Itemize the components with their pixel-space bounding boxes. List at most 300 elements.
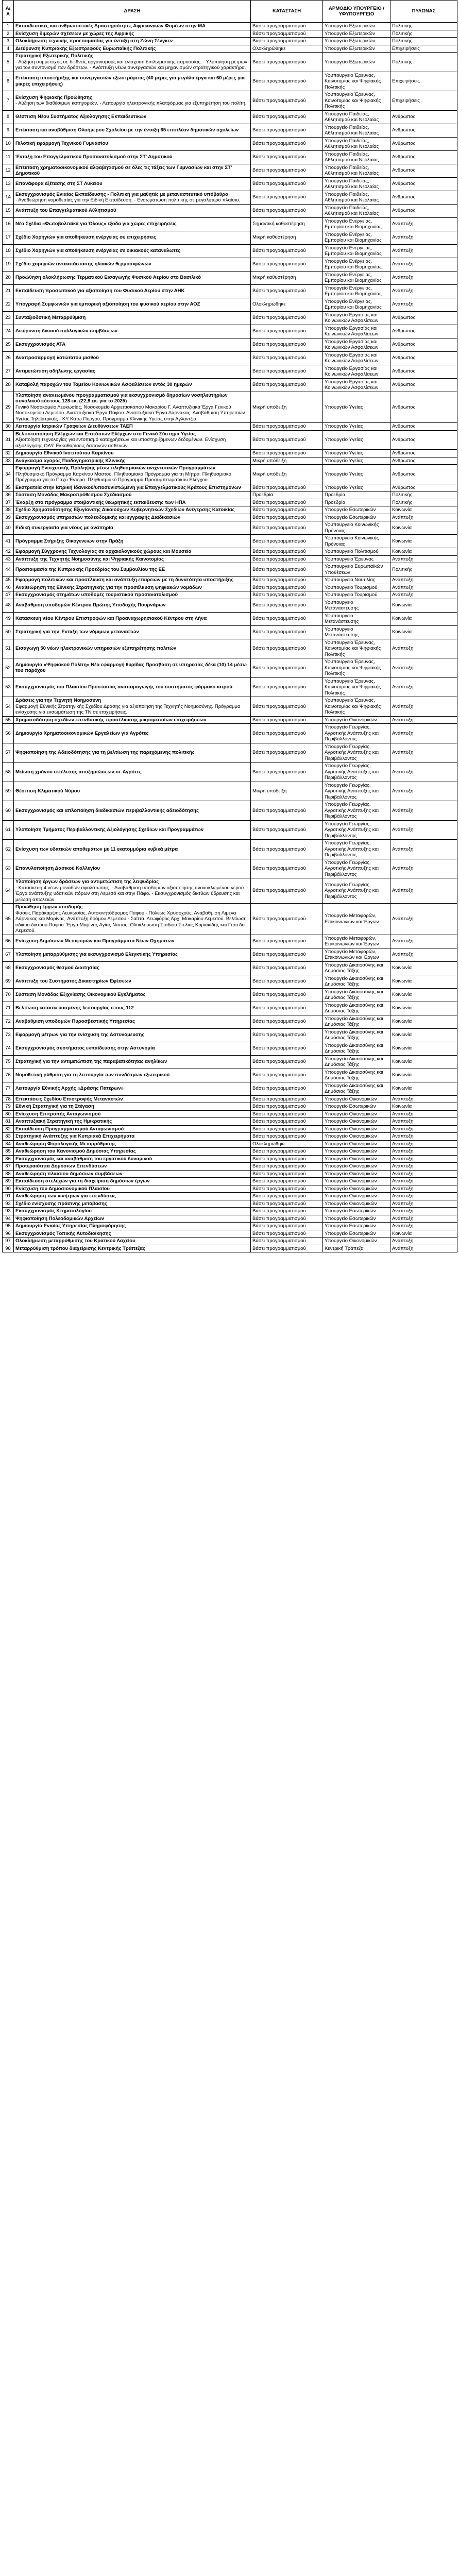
table-row bbox=[3, 801, 457, 821]
row-status-text: Βάσει προγραμματισμού bbox=[252, 629, 306, 635]
row-ministry-text: Υπουργείο Εξωτερικών bbox=[325, 38, 375, 44]
row-status-text: Μικρή υπόδειξη bbox=[252, 788, 287, 794]
row-action-text: Εκπαίδευση προσωπικού για αξιοποίηση του Φυσικού Αερίου στην ΑΗΚ bbox=[15, 288, 185, 294]
row-action-text: Υλοποίηση ανανεωμένου προγραμματισμού για εκσυγχρονισμό δημοσίων νοσηλευτηρίων συνολικού κόστους 128 εκ. (22,9 εκ. για το 2025) bbox=[15, 392, 228, 404]
table-row bbox=[3, 177, 457, 191]
row-status bbox=[251, 904, 323, 935]
table-row bbox=[3, 244, 457, 258]
row-number bbox=[3, 514, 14, 521]
row-number bbox=[3, 840, 14, 859]
row-pillar bbox=[390, 430, 457, 450]
row-number-text: 84 bbox=[5, 1141, 11, 1147]
row-status-text: Βάσει προγραμματισμού bbox=[252, 1223, 306, 1229]
row-action-text: Επέκταση και αναβάθμιση Ολοήμερου Σχολείου με την ένταξη 65 επιπλέον δημοτικών σχολείων bbox=[15, 127, 239, 133]
row-ministry bbox=[323, 1170, 390, 1178]
row-status bbox=[251, 30, 323, 38]
row-pillar bbox=[390, 555, 457, 563]
row-ministry-text: Υφυπουργείο Έρευνας, Καινοτομίας και Ψηφιακής Πολιτικής bbox=[325, 92, 381, 109]
row-ministry bbox=[323, 535, 390, 548]
row-action-text: Μείωση χρόνου εκτέλεσης αποζημιώσεων σε Αγρότες bbox=[15, 769, 142, 775]
row-pillar bbox=[390, 1095, 457, 1103]
row-status-text: Βάσει προγραμματισμού bbox=[252, 114, 306, 120]
row-number bbox=[3, 1095, 14, 1103]
row-number-text: 46 bbox=[5, 584, 11, 590]
row-action bbox=[14, 577, 251, 584]
row-ministry-text: Υπουργείο Γεωργίας, Αγροτικής Ανάπτυξης και Περιβάλλοντος bbox=[325, 743, 379, 761]
row-status-text: Βάσει προγραμματισμού bbox=[252, 1126, 306, 1132]
row-pillar bbox=[390, 423, 457, 431]
row-ministry-text: Υπουργείο Παιδείας, Αθλητισμού και Νεολαίας bbox=[325, 138, 379, 149]
row-ministry-text: Υπουργείο Δικαιοσύνης και Δημόσιας Τάξης bbox=[325, 1029, 383, 1041]
row-status bbox=[251, 1193, 323, 1200]
row-status bbox=[251, 430, 323, 450]
row-pillar bbox=[390, 658, 457, 678]
row-status-text: Βάσει προγραμματισμού bbox=[252, 965, 306, 971]
row-ministry-text: Υπουργείο Ενέργειας, Εμπορίου και Βιομηχανίας bbox=[325, 298, 382, 310]
row-pillar-text: Ανάπτυξη bbox=[392, 1163, 414, 1169]
row-number bbox=[3, 110, 14, 124]
row-ministry-text: Υπουργείο Γεωργίας, Αγροτικής Ανάπτυξης και Περιβάλλοντος bbox=[325, 840, 379, 858]
table-row bbox=[3, 591, 457, 599]
row-action bbox=[14, 1200, 251, 1208]
row-status-text: Βάσει προγραμματισμού bbox=[252, 1111, 306, 1117]
row-action bbox=[14, 38, 251, 45]
row-number-text: 7 bbox=[6, 97, 10, 104]
row-action-text: Δημιουργία «Ψηφιακού Πολίτη» Νέα εφαρμογή θυρίδας Προσβαση σε υπηρεσίες δέκα (10) 14 μέσω του παρόχου bbox=[15, 662, 247, 674]
row-number-text: 51 bbox=[5, 646, 11, 651]
row-status-text: Βάσει προγραμματισμού bbox=[252, 1086, 306, 1092]
row-number bbox=[3, 1133, 14, 1141]
row-action bbox=[14, 450, 251, 457]
row-pillar-text: Ανάπτυξη bbox=[392, 1215, 414, 1222]
row-action-text: Σχέδιο Χορηγιών για αποθήκευση ενέργειας σε επιχειρήσεις bbox=[15, 234, 157, 241]
row-number bbox=[3, 1148, 14, 1156]
row-ministry-text: Υφυπουργείο Πολιτισμού bbox=[325, 549, 379, 554]
row-action bbox=[14, 988, 251, 1002]
row-ministry bbox=[323, 724, 390, 743]
table-row bbox=[3, 697, 457, 717]
row-status bbox=[251, 612, 323, 625]
row-status-text: Βάσει προγραμματισμού bbox=[252, 978, 306, 985]
row-number-text: 37 bbox=[5, 499, 11, 505]
table-row bbox=[3, 492, 457, 499]
table-row bbox=[3, 762, 457, 782]
table-row bbox=[3, 612, 457, 625]
row-action-text: Ενίσχυση Δημόσιων Μεταφορών και Προγράμματα Νέων Οχημάτων bbox=[15, 938, 175, 944]
row-status-text: Βάσει προγραμματισμού bbox=[252, 514, 306, 520]
row-ministry bbox=[323, 1002, 390, 1015]
table-row bbox=[3, 298, 457, 311]
table-row bbox=[3, 91, 457, 111]
table-row bbox=[3, 430, 457, 450]
row-number bbox=[3, 1125, 14, 1133]
row-action-text: Ανάπτυξη της Τεχνητής Νοημοσύνης και Ψηφιακής Καινοτομίας bbox=[15, 556, 164, 562]
header-pillar: ΠΥΛΩΝΑΣ bbox=[390, 1, 457, 23]
row-ministry bbox=[323, 365, 390, 378]
row-action-text: Εφαρμογή Ενισχυτικής Πρόληψης μέσω πληθυσμιακών ανιχνευτικών Προγραμμάτων bbox=[15, 465, 215, 471]
row-status bbox=[251, 584, 323, 591]
table-row bbox=[3, 1095, 457, 1103]
row-status bbox=[251, 658, 323, 678]
row-number-text: 96 bbox=[5, 1230, 11, 1236]
row-pillar bbox=[390, 465, 457, 484]
row-number-text: 32 bbox=[5, 450, 11, 456]
row-pillar-text: Ανάπτυξη bbox=[392, 952, 414, 958]
table-row bbox=[3, 110, 457, 124]
row-action bbox=[14, 378, 251, 392]
row-pillar bbox=[390, 23, 457, 30]
row-ministry bbox=[323, 284, 390, 298]
row-pillar-text: Ανάπτυξη bbox=[392, 846, 414, 852]
row-action-text: Ολοκλήρωση τεχνικής προετοιμασίας για ένταξη στη Ζώνη Σένγκεν bbox=[15, 38, 173, 44]
row-ministry-text: Υφυπουργείο Έρευνας bbox=[325, 556, 374, 562]
row-number-text: 82 bbox=[5, 1126, 11, 1132]
table-row bbox=[3, 30, 457, 38]
row-pillar bbox=[390, 521, 457, 535]
row-action-text: Εφαρμογή μέτρων για την ενίσχυση της Αστυνόμευσης bbox=[15, 1032, 145, 1038]
table-row bbox=[3, 38, 457, 45]
row-status-text: Βάσει προγραμματισμού bbox=[252, 194, 306, 200]
row-number-text: 54 bbox=[5, 703, 11, 709]
row-ministry bbox=[323, 658, 390, 678]
table-row bbox=[3, 584, 457, 591]
row-number-text: 56 bbox=[5, 730, 11, 736]
row-action bbox=[14, 430, 251, 450]
row-number bbox=[3, 1200, 14, 1208]
row-pillar-text: Ανάπτυξη bbox=[392, 916, 414, 922]
row-ministry-text: Υφυπουργείο Ναυτιλίας bbox=[325, 577, 376, 583]
row-ministry bbox=[323, 584, 390, 591]
row-status bbox=[251, 625, 323, 639]
row-number bbox=[3, 392, 14, 423]
row-status bbox=[251, 762, 323, 782]
table-row bbox=[3, 1002, 457, 1015]
row-action bbox=[14, 1245, 251, 1252]
row-ministry-text: Υπουργείο Οικονομικών bbox=[325, 1238, 377, 1244]
row-action bbox=[14, 177, 251, 191]
row-ministry bbox=[323, 231, 390, 244]
row-ministry-text: Υπουργείο Υγείας bbox=[325, 404, 363, 410]
row-action bbox=[14, 716, 251, 724]
row-ministry bbox=[323, 164, 390, 177]
table-row bbox=[3, 1185, 457, 1193]
row-pillar bbox=[390, 762, 457, 782]
row-action bbox=[14, 1230, 251, 1238]
row-pillar-text: Ανάπτυξη bbox=[392, 769, 414, 775]
row-number-text: 85 bbox=[5, 1148, 11, 1154]
row-status bbox=[251, 1185, 323, 1193]
row-ministry bbox=[323, 577, 390, 584]
table-row bbox=[3, 988, 457, 1002]
row-pillar-text: Ανάπτυξη bbox=[392, 827, 414, 833]
row-action-text: Κατασκευή νέου Κέντρου Επιστροφών και Προαναχωρησιακού Κέντρου στη Λήνα bbox=[15, 616, 207, 622]
row-number bbox=[3, 988, 14, 1002]
row-action bbox=[14, 1178, 251, 1185]
table-row bbox=[3, 904, 457, 935]
row-ministry bbox=[323, 150, 390, 164]
row-action bbox=[14, 45, 251, 53]
row-number-text: 67 bbox=[5, 952, 11, 958]
row-number bbox=[3, 548, 14, 556]
row-status bbox=[251, 1069, 323, 1082]
row-number-text: 21 bbox=[5, 288, 11, 294]
row-pillar bbox=[390, 351, 457, 365]
table-row bbox=[3, 743, 457, 762]
row-pillar-text: Κοινωνία bbox=[392, 1005, 412, 1011]
row-action bbox=[14, 1110, 251, 1118]
row-ministry-text: Υπουργείο Εσωτερικών bbox=[325, 514, 376, 520]
row-status-text: Βάσει προγραμματισμού bbox=[252, 730, 306, 736]
row-status bbox=[251, 38, 323, 45]
row-pillar-text: Ανθρωπος bbox=[392, 423, 416, 429]
row-action-text: Δημιουργία Εθνικού Ινστιτούτου Καρκίνου bbox=[15, 450, 114, 456]
row-ministry-text: Υπουργείο Εσωτερικών bbox=[325, 1215, 376, 1222]
row-action-text: Εκσυγχρονισμός Ενιαίας Εκπαίδευσης - Πολιτική για μαθητές με μεταναστευτικό υπόβαθρο bbox=[15, 191, 228, 197]
row-ministry bbox=[323, 563, 390, 577]
table-row bbox=[3, 724, 457, 743]
row-ministry-text: Υπουργείο Οικονομικών bbox=[325, 1118, 377, 1124]
row-pillar bbox=[390, 584, 457, 591]
row-action-text: Πρόγραμμα Στήριξης Οικογενειών στην Πράξη bbox=[15, 538, 124, 544]
row-number-text: 29 bbox=[5, 404, 11, 410]
row-number bbox=[3, 975, 14, 988]
header-no: Α/Α bbox=[3, 1, 14, 23]
row-pillar bbox=[390, 378, 457, 392]
row-number bbox=[3, 325, 14, 338]
row-number bbox=[3, 244, 14, 258]
table-row bbox=[3, 1230, 457, 1238]
row-ministry bbox=[323, 948, 390, 961]
row-ministry-text: Υπουργείο Υγείας bbox=[325, 457, 363, 464]
row-action bbox=[14, 697, 251, 717]
table-row bbox=[3, 1103, 457, 1111]
row-ministry-text: Υπουργείο Εσωτερικών bbox=[325, 1223, 376, 1229]
row-number-text: 94 bbox=[5, 1215, 11, 1222]
row-status-text: Βάσει προγραμματισμού bbox=[252, 750, 306, 755]
row-status-text: Βάσει προγραμματισμού bbox=[252, 450, 306, 456]
row-number-text: 50 bbox=[5, 629, 11, 635]
row-status-text: Βάσει προγραμματισμού bbox=[252, 1200, 306, 1207]
row-pillar-text: Πολιτικής bbox=[392, 30, 413, 37]
row-ministry-text: Υφυπουργείο Έρευνας, Καινοτομίας και Ψηφιακής Πολιτικής bbox=[325, 639, 381, 657]
table-row bbox=[3, 378, 457, 392]
row-number bbox=[3, 506, 14, 514]
row-action bbox=[14, 231, 251, 244]
row-ministry bbox=[323, 716, 390, 724]
row-pillar-text: Πολιτικής bbox=[392, 492, 413, 498]
row-status-text: Βάσει προγραμματισμού bbox=[252, 1045, 306, 1052]
row-number bbox=[3, 1015, 14, 1028]
row-pillar-text: Ανθρωπος bbox=[392, 167, 416, 174]
row-action-text: Εκπαιδευτικές και ανθρωπιστικές Δραστηριότητες Αφρικανικών Φορέων στην ΜΑ bbox=[15, 23, 206, 29]
row-number-text: 77 bbox=[5, 1086, 11, 1092]
row-pillar bbox=[390, 1238, 457, 1245]
row-ministry bbox=[323, 762, 390, 782]
row-action-text: Επανάφορα εξέτασης στη ΣΤ Λυκείου bbox=[15, 181, 103, 187]
row-ministry bbox=[323, 72, 390, 91]
row-status-text: Βάσει προγραμματισμού bbox=[252, 1104, 306, 1109]
row-ministry bbox=[323, 30, 390, 38]
row-number-text: 44 bbox=[5, 566, 11, 572]
row-action bbox=[14, 284, 251, 298]
row-ministry bbox=[323, 430, 390, 450]
row-status-text: Βάσει προγραμματισμού bbox=[252, 684, 306, 690]
row-ministry-text: Υφυπουργείο Έρευνας, Καινοτομίας και Ψηφιακής Πολιτικής bbox=[325, 72, 381, 90]
row-ministry-text: Υπουργείο Γεωργίας, Αγροτικής Ανάπτυξης και Περιβάλλοντος bbox=[325, 782, 379, 800]
row-number bbox=[3, 1163, 14, 1171]
row-number bbox=[3, 1193, 14, 1200]
row-pillar bbox=[390, 72, 457, 91]
row-pillar-text: Ανάπτυξη bbox=[392, 261, 414, 267]
table-row bbox=[3, 465, 457, 484]
row-status bbox=[251, 1110, 323, 1118]
row-action-text: Νομοθετική ρύθμιση για τη λειτουργία των συνδέσμων εξωτερικού bbox=[15, 1072, 170, 1078]
row-action bbox=[14, 258, 251, 271]
row-pillar-text: Ανθρωπος bbox=[392, 194, 416, 200]
row-ministry bbox=[323, 1230, 390, 1238]
row-action bbox=[14, 338, 251, 351]
row-pillar-text: Ανθρωπος bbox=[392, 114, 416, 120]
row-pillar-text: Κοινωνία bbox=[392, 1230, 412, 1236]
row-ministry-text: Υφυπουργείο Ευρωπαϊκών Υποθέσεων bbox=[325, 564, 383, 575]
row-action-text: Αναθεώρηση Φορολογικής Μεταρρύθμισης bbox=[15, 1141, 116, 1147]
row-action bbox=[14, 1118, 251, 1126]
row-pillar bbox=[390, 1002, 457, 1015]
row-action-text: Ολοκλήρωση μεταρρύθμισης του Κρατικού Λαχείου bbox=[15, 1238, 135, 1244]
row-number bbox=[3, 177, 14, 191]
row-status-text: Ολοκληρώθηκε bbox=[252, 45, 286, 52]
row-pillar-text: Ανθρωπος bbox=[392, 181, 416, 187]
row-pillar bbox=[390, 53, 457, 72]
row-pillar-text: Επιχειρήσεις bbox=[392, 45, 420, 52]
row-ministry-text: Υφυπουργείο Μετανάστευσης bbox=[325, 613, 359, 624]
row-number-text: 30 bbox=[5, 423, 11, 429]
row-number-text: 33 bbox=[5, 457, 11, 464]
row-ministry-text: Υπουργείο Εσωτερικών bbox=[325, 1230, 376, 1236]
row-pillar bbox=[390, 457, 457, 465]
row-number bbox=[3, 948, 14, 961]
row-status bbox=[251, 639, 323, 658]
row-action bbox=[14, 743, 251, 762]
row-status bbox=[251, 450, 323, 457]
row-ministry-text: Υπουργείο Υγείας bbox=[325, 450, 363, 456]
header-row bbox=[3, 1, 457, 23]
row-pillar bbox=[390, 1042, 457, 1055]
row-ministry bbox=[323, 1140, 390, 1148]
row-action-details: - Αναθεώρηση νομοθεσίας για την Ειδική Εκπαίδευση. - Ενσωμάτωση πολιτικής σε μεγαλύτερο πλαίσιο. bbox=[15, 197, 241, 203]
row-action-details: Αξιοποίηση τεχνολογίας για εντοπισμό καταχρήσεων και υποστηριζόμενων δεδομένων. Ενίσχυση αξιολόγησης ΟΑΥ. Εκκαθαρίσεις δαπανών ασθενών. bbox=[15, 437, 226, 449]
row-ministry bbox=[323, 878, 390, 904]
row-action bbox=[14, 217, 251, 231]
row-status bbox=[251, 514, 323, 521]
row-ministry bbox=[323, 244, 390, 258]
row-pillar bbox=[390, 1069, 457, 1082]
row-status-text: Βάσει προγραμματισμού bbox=[252, 827, 306, 833]
row-pillar bbox=[390, 91, 457, 111]
row-ministry-text: Υφυπουργείο Έρευνας, Καινοτομίας και Ψηφιακής Πολιτικής bbox=[325, 678, 381, 696]
row-number-text: 81 bbox=[5, 1118, 11, 1124]
row-number-text: 78 bbox=[5, 1096, 11, 1102]
row-pillar-text: Ανθρωπος bbox=[392, 342, 416, 348]
row-action bbox=[14, 423, 251, 431]
table-row bbox=[3, 217, 457, 231]
row-ministry-text: Υπουργείο Παιδείας, Αθλητισμού και Νεολαίας bbox=[325, 191, 379, 203]
row-ministry bbox=[323, 177, 390, 191]
row-number bbox=[3, 38, 14, 45]
row-ministry bbox=[323, 935, 390, 948]
row-status bbox=[251, 591, 323, 599]
row-pillar bbox=[390, 612, 457, 625]
row-status bbox=[251, 548, 323, 556]
row-pillar bbox=[390, 1140, 457, 1148]
row-number bbox=[3, 45, 14, 53]
row-pillar-text: Ανάπτυξη bbox=[392, 1171, 414, 1177]
row-ministry-text: Υπουργείο Παιδείας, Αθλητισμού και Νεολαίας bbox=[325, 205, 379, 216]
row-pillar-text: Κοινωνία bbox=[392, 602, 412, 608]
row-ministry bbox=[323, 110, 390, 124]
row-pillar bbox=[390, 191, 457, 204]
row-status-text: Βάσει προγραμματισμού bbox=[252, 846, 306, 852]
row-status bbox=[251, 935, 323, 948]
row-pillar bbox=[390, 1245, 457, 1252]
table-row bbox=[3, 1148, 457, 1156]
row-pillar-text: Επιχειρήσεις bbox=[392, 78, 420, 84]
row-number bbox=[3, 271, 14, 284]
row-status-text: Βάσει προγραμματισμού bbox=[252, 866, 306, 871]
row-number bbox=[3, 492, 14, 499]
row-pillar bbox=[390, 38, 457, 45]
row-pillar bbox=[390, 548, 457, 556]
row-pillar bbox=[390, 716, 457, 724]
table-row bbox=[3, 782, 457, 801]
row-pillar-text: Κοινωνία bbox=[392, 629, 412, 635]
row-number bbox=[3, 1069, 14, 1082]
row-status-text: Μικρή καθυστέρηση bbox=[252, 234, 296, 241]
row-status bbox=[251, 258, 323, 271]
row-status bbox=[251, 217, 323, 231]
row-ministry-text: Υφυπουργείο Έρευνας, Καινοτομίας και Ψηφιακής Πολιτικής bbox=[325, 698, 381, 715]
row-ministry-text: Υπουργείο Εργασίας και Κοινωνικών Ασφαλίσεων bbox=[325, 352, 379, 364]
row-pillar-text: Κοινωνία bbox=[392, 538, 412, 544]
row-action bbox=[14, 555, 251, 563]
row-ministry bbox=[323, 697, 390, 717]
row-status bbox=[251, 457, 323, 465]
row-ministry bbox=[323, 521, 390, 535]
table-row bbox=[3, 840, 457, 859]
row-ministry-text: Υπουργείο Εσωτερικών bbox=[325, 1104, 376, 1109]
row-action bbox=[14, 948, 251, 961]
row-status bbox=[251, 231, 323, 244]
table-row bbox=[3, 338, 457, 351]
row-action bbox=[14, 492, 251, 499]
row-status bbox=[251, 1002, 323, 1015]
row-number bbox=[3, 1215, 14, 1223]
table-row bbox=[3, 164, 457, 177]
row-pillar-text: Κοινωνία bbox=[392, 1059, 412, 1065]
row-ministry-text: Κεντρική Τράπεζα bbox=[325, 1245, 364, 1251]
row-action bbox=[14, 271, 251, 284]
row-action bbox=[14, 298, 251, 311]
table-row bbox=[3, 423, 457, 431]
row-number-text: 97 bbox=[5, 1238, 11, 1244]
row-pillar-text: Ανθρωπος bbox=[392, 154, 416, 160]
row-pillar bbox=[390, 859, 457, 878]
row-ministry bbox=[323, 325, 390, 338]
row-action bbox=[14, 1140, 251, 1148]
row-ministry-text: Υπουργείο Εσωτερικών bbox=[325, 507, 376, 513]
row-pillar-text: Κοινωνία bbox=[392, 1104, 412, 1109]
row-status-text: Βάσει προγραμματισμού bbox=[252, 355, 306, 361]
